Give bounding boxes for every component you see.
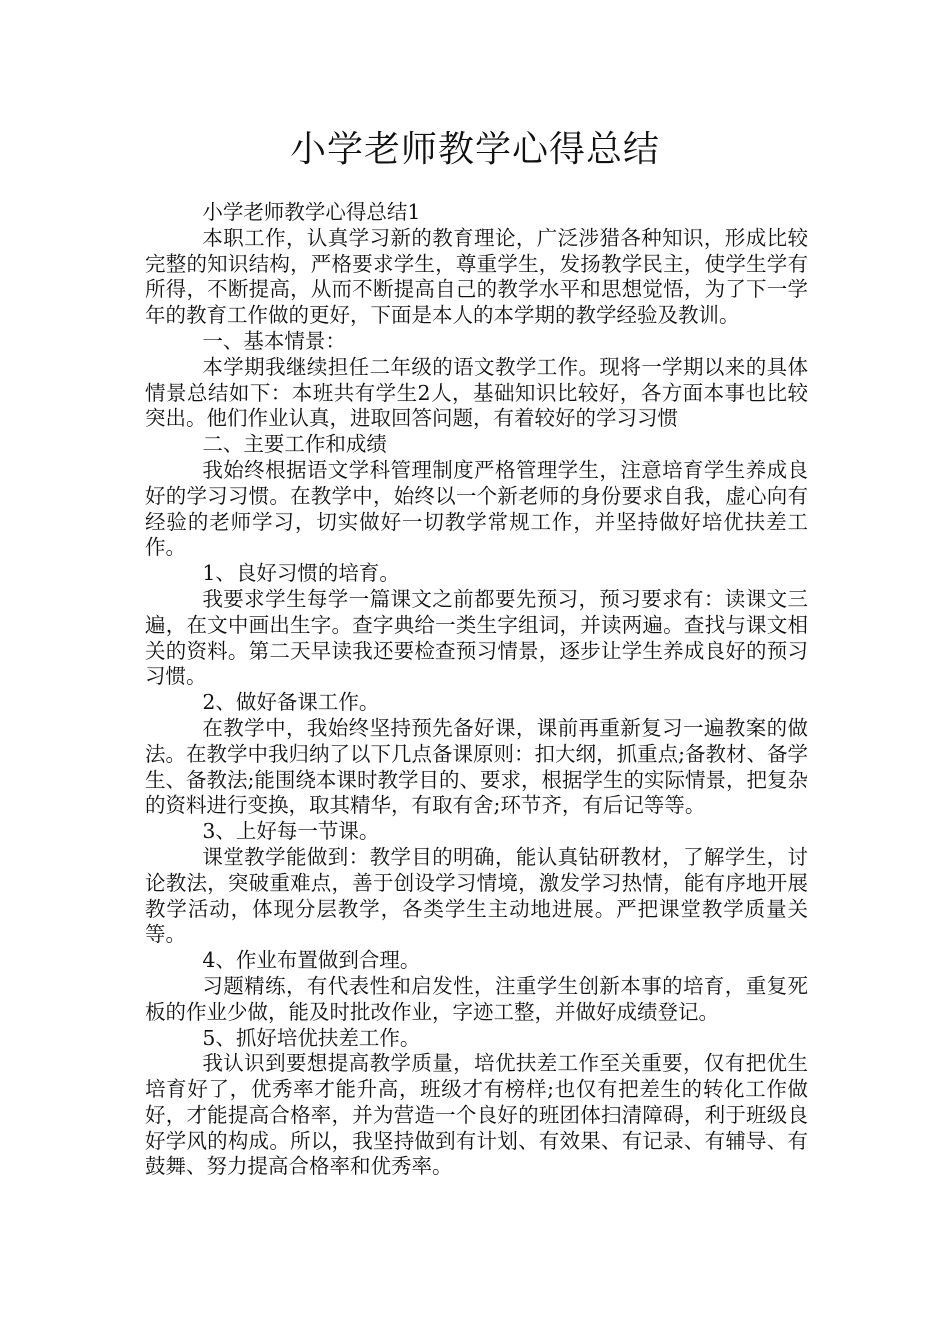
lesson-prep-paragraph: 在教学中，我始终坚持预先备好课，课前再重新复习一遍教案的做法。在教学中我归纳了以下几点备课原则：扣大纲，抓重点;备教材、备学生、备教法;能围绕本课时教学目的、要求，根据学生的实际情景，把复杂的资料进行变换，取其精华，有取有舍;环节齐，有后记等等。 (145, 715, 808, 818)
section-heading-basic-situation: 一、基本情景： (202, 328, 346, 353)
item-heading-habits: 1、良好习惯的培育。 (202, 561, 400, 586)
item-heading-classes: 3、上好每一节课。 (202, 819, 380, 844)
document-title: 小学老师教学心得总结 (289, 129, 660, 170)
intro-paragraph: 本职工作，认真学习新的教育理论，广泛涉猎各种知识，形成比较完整的知识结构，严格要求学生，尊重学生，发扬教学民主，使学生学有所得，不断提高，从而不断提高自己的教学水平和思想觉悟，为了下一学年的教育工作做的更好，下面是本人的本学期的教学经验及教训。 (145, 225, 808, 328)
item-heading-lesson-prep: 2、做好备课工作。 (202, 690, 380, 715)
item-heading-homework: 4、作业布置做到合理。 (202, 948, 421, 973)
item-heading-tutoring: 5、抓好培优扶差工作。 (202, 1025, 421, 1050)
subtitle-paragraph: 小学老师教学心得总结1 (202, 200, 421, 224)
classes-paragraph: 课堂教学能做到：教学目的明确，能认真钻研教材，了解学生，讨论教法，突破重难点，善于创设学习情境，激发学习热情，能有序地开展教学活动，体现分层教学，各类学生主动地进展。严把课堂教学质量关等。 (145, 844, 808, 947)
document-body (145, 200, 808, 1180)
tutoring-paragraph: 我认识到要想提高教学质量，培优扶差工作至关重要，仅有把优生培育好了，优秀率才能升高，班级才有榜样;也仅有把差生的转化工作做好，才能提高合格率，并为营造一个良好的班团体扫清障碍，利于班级良好学风的构成。所以，我坚持做到有计划、有效果、有记录、有辅导、有鼓舞、努力提高合格率和优秀率。 (145, 1051, 808, 1179)
homework-paragraph: 习题精练，有代表性和启发性，注重学生创新本事的培育，重复死板的作业少做，能及时批改作业，字迹工整，并做好成绩登记。 (145, 973, 808, 1024)
habits-paragraph: 我要求学生每学一篇课文之前都要先预习，预习要求有：读课文三遍，在文中画出生字。查字典给一类生字组词，并读两遍。查找与课文相关的资料。第二天早读我还要检查预习情景，逐步让学生养成良好的预习习惯。 (145, 586, 808, 689)
section-heading-main-work: 二、主要工作和成绩 (202, 432, 387, 457)
basic-situation-paragraph: 本学期我继续担任二年级的语文教学工作。现将一学期以来的具体情景总结如下：本班共有学生2人，基础知识比较好，各方面本事也比较突出。他们作业认真，进取回答问题，有着较好的学习习惯 (145, 354, 808, 431)
main-work-paragraph: 我始终根据语文学科管理制度严格管理学生，注意培育学生养成良好的学习习惯。在教学中，始终以一个新老师的身份要求自我，虚心向有经验的老师学习，切实做好一切教学常规工作，并坚持做好培优扶差工作。 (145, 457, 808, 560)
